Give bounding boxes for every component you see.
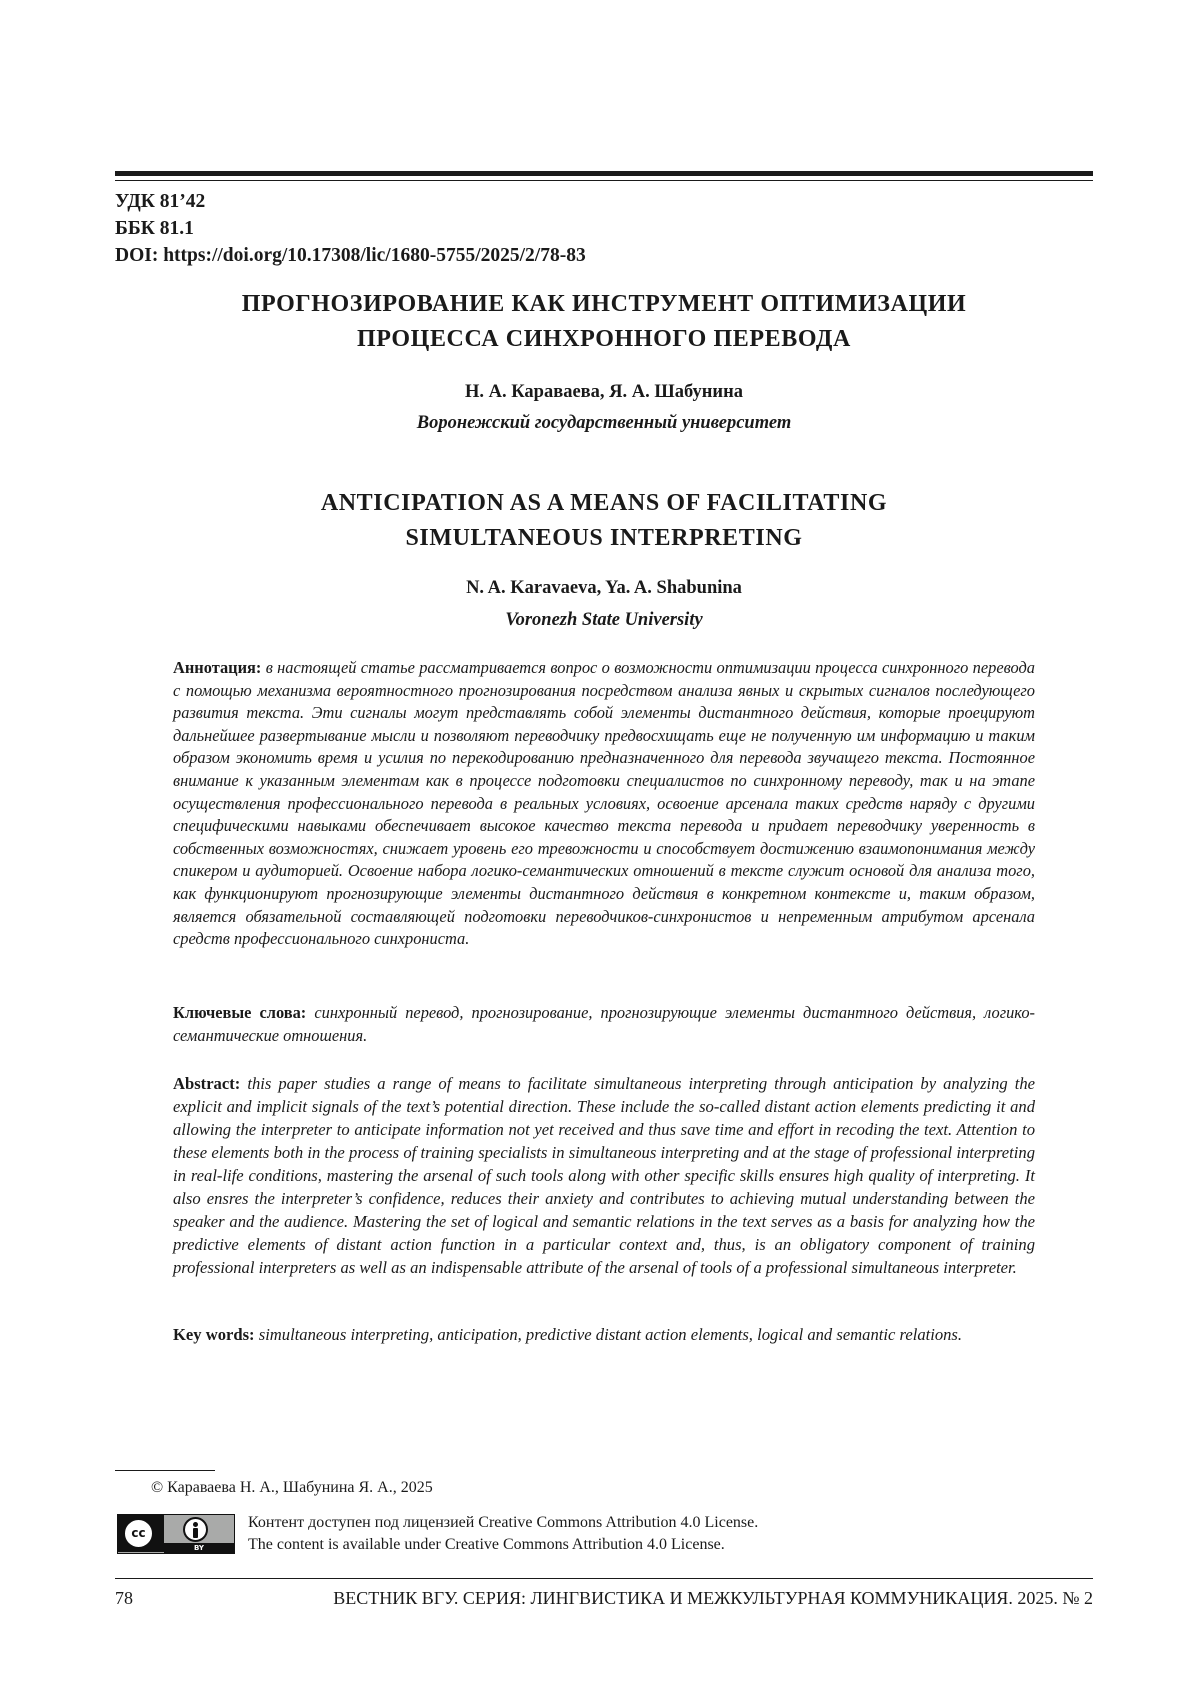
russian-title (170, 287, 1038, 357)
cc-logo-icon: cc (123, 1518, 154, 1549)
udc-code: УДК 81’42 (115, 188, 586, 215)
bbk-code: ББК 81.1 (115, 215, 586, 242)
attribution-person-icon (183, 1517, 208, 1542)
journal-running-footer: ВЕСТНИК ВГУ. СЕРИЯ: ЛИНГВИСТИКА И МЕЖКУЛЬТУРНАЯ КОММУНИКАЦИЯ. 2025. № 2 (333, 1585, 1093, 1611)
russian-abstract (173, 657, 1035, 951)
license-russian: Контент доступен под лицензией Creative Commons Attribution 4.0 License. (248, 1512, 758, 1534)
russian-authors: Н. А. Караваева, Я. А. Шабунина (170, 380, 1038, 405)
header-rule-thick (115, 171, 1093, 176)
license-text (248, 1512, 758, 1556)
english-abstract-text: this paper studies a range of means to facilitate simultaneous interpreting through anticipation by analyzing the explicit and implicit signals of the text’s potential direction. These include the so-called distant action elements predicting it and allowing the interpreter to anticipate information not yet received and thus save time and effort in recoding the text. Attention to these elements both in the process of training specialists in simultaneous interpreting and at the stage of professional interpreting in real-life conditions, mastering the arsenal of such tools along with other specific skills ensures high quality of interpreting. It also ensres the interpreter’s confidence, reduces their anxiety and contributes to achieving mutual understanding between the speaker and the audience. Mastering the set of logical and semantic relations in the text serves as a basis for analyzing how the predictive elements of distant action function in a particular context and, thus, is an obligatory component of training professional interpreters as well as an indispensable attribute of the arsenal of tools of a professional simultaneous interpreter. (173, 1074, 1035, 1277)
english-title-line: SIMULTANEOUS INTERPRETING (170, 521, 1038, 556)
english-affiliation: Voronezh State University (170, 608, 1038, 633)
russian-keywords (173, 1002, 1035, 1047)
english-title-line: ANTICIPATION AS A MEANS OF FACILITATING (170, 486, 1038, 521)
russian-affiliation: Воронежский государственный университет (170, 411, 1038, 436)
cc-by-label: BY (164, 1543, 234, 1553)
footer-rule (115, 1578, 1093, 1579)
english-title (170, 486, 1038, 556)
english-abstract-label: Abstract: (173, 1074, 240, 1093)
doi: DOI: https://doi.org/10.17308/lic/1680-5755/2025/2/78-83 (115, 242, 586, 269)
creative-commons-by-icon (117, 1514, 235, 1554)
header-rule-thin (115, 180, 1093, 181)
license-english: The content is available under Creative Commons Attribution 4.0 License. (248, 1534, 758, 1556)
page-number: 78 (115, 1585, 133, 1611)
person-icon-head (193, 1522, 198, 1527)
person-icon-body (193, 1528, 198, 1538)
copyright-notice: © Караваева Н. А., Шабунина Я. А., 2025 (151, 1477, 433, 1499)
footnote-rule (115, 1470, 215, 1471)
english-keywords (173, 1323, 1035, 1346)
russian-abstract-label: Аннотация: (173, 658, 261, 677)
russian-title-line: ПРОЦЕССА СИНХРОННОГО ПЕРЕВОДА (170, 322, 1038, 357)
article-metadata (115, 188, 586, 269)
cc-badge-black-block (118, 1515, 164, 1552)
russian-keywords-label: Ключевые слова: (173, 1003, 306, 1022)
english-keywords-label: Key words: (173, 1325, 255, 1344)
english-abstract (173, 1072, 1035, 1279)
russian-title-line: ПРОГНОЗИРОВАНИЕ КАК ИНСТРУМЕНТ ОПТИМИЗАЦИИ (170, 287, 1038, 322)
russian-keywords-text: синхронный перевод, прогнозирование, прогнозирующие элементы дистантного действия, логико-семантические отношения. (173, 1003, 1035, 1045)
russian-abstract-text: в настоящей статье рассматривается вопрос о возможности оптимизации процесса синхронного перевода с помощью механизма вероятностного прогнозирования посредством анализа явных и скрытых сигналов последующего развития текста. Эти сигналы могут представлять собой элементы дистантного действия, которые проецируют дальнейшее развертывание мысли и позволяют переводчику предвосхищать еще не полученную им информацию и таким образом экономить время и усилия по перекодированию предназначенного для перевода звучащего текста. Постоянное внимание к указанным элементам как в процессе подготовки специалистов по синхронному переводу, так и на этапе осуществления профессионального перевода в реальных условиях, освоение арсенала таких средств наряду с другими специфическими навыками обеспечивает высокое качество текста перевода и придает переводчику уверенность в собственных возможностях, снижает уровень его тревожности и способствует достижению взаимопонимания между спикером и аудиторией. Освоение набора логико-семантических отношений в тексте служит основой для анализа того, как функционируют прогнозирующие элементы дистантного действия в конкретном контексте и, таким образом, является обязательной составляющей подготовки переводчиков-синхронистов и непременным атрибутом арсенала средств профессионального синхрониста. (173, 658, 1035, 948)
english-authors: N. A. Karavaeva, Ya. A. Shabunina (170, 576, 1038, 601)
english-keywords-text: simultaneous interpreting, anticipation, predictive distant action elements, logical and semantic relations. (259, 1325, 962, 1344)
